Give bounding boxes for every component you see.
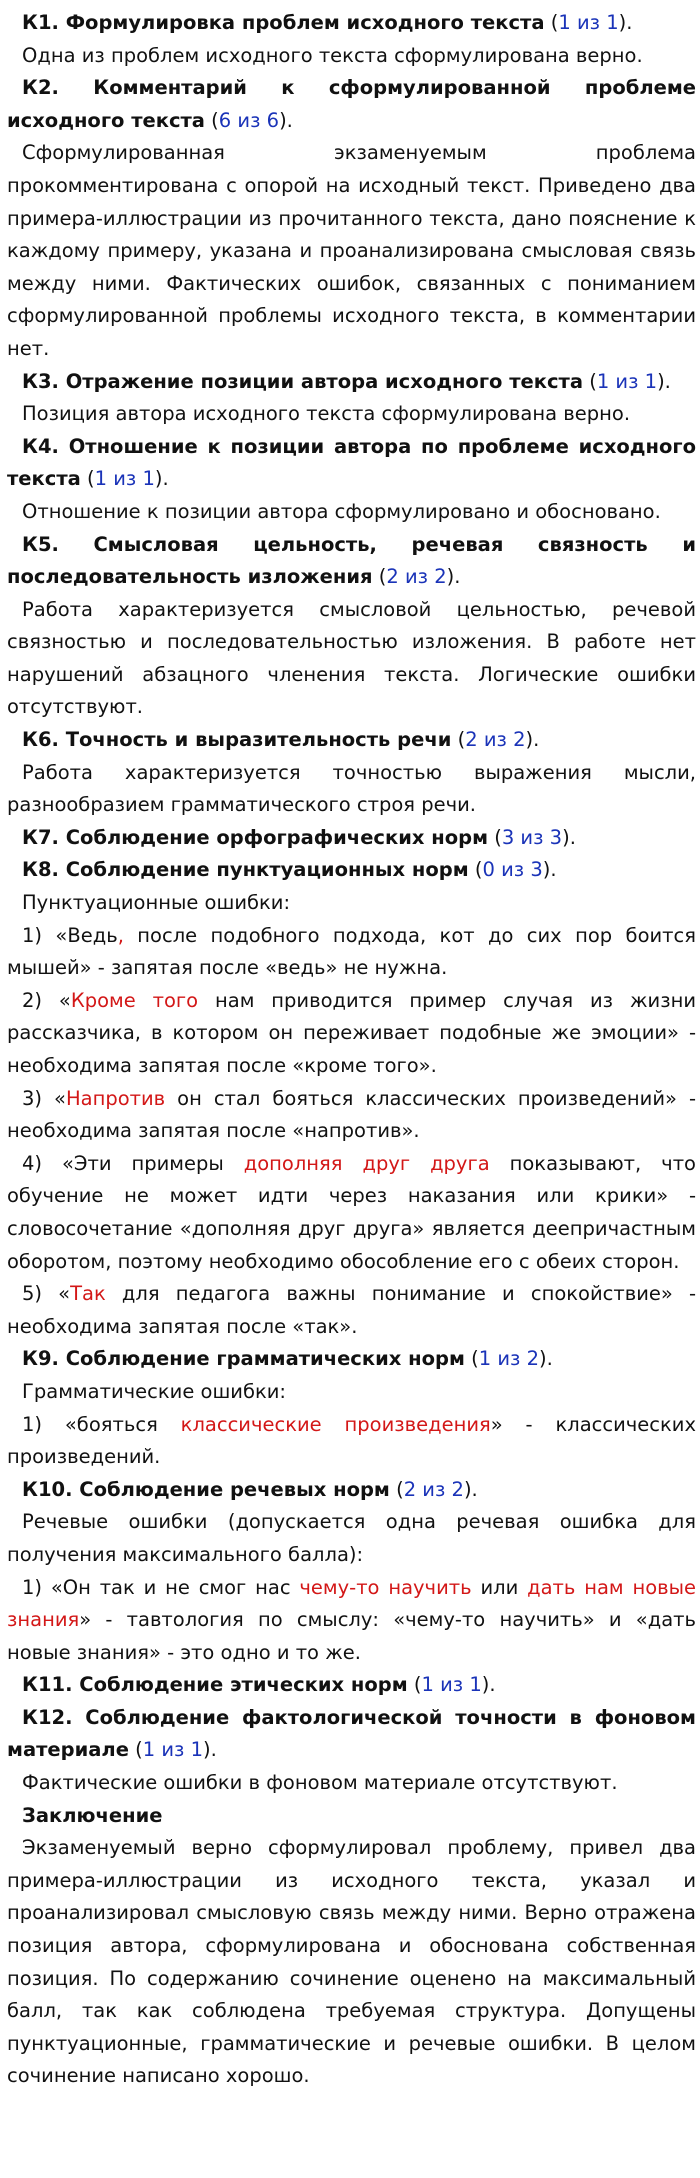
criterion-title: К3. Отражение позиции автора исходного текста (22, 369, 583, 393)
criterion-score: 0 из 3 (482, 858, 543, 882)
criterion-k2-heading: К2. Комментарий к сформулированной проблеме исходного текста (6 из 6). (7, 76, 696, 132)
punctuation-error-item: 3) «Напротив он стал бояться классических произведений» - необходима запятая после «напротив». (7, 1086, 696, 1143)
criterion-k3-heading: К3. Отражение позиции автора исходного текста (1 из 1). (22, 369, 671, 393)
criterion-title: К10. Соблюдение речевых норм (22, 1477, 390, 1501)
highlighted-error: дополняя друг друга (243, 1151, 490, 1175)
conclusion-text: Экзаменуемый верно сформулировал проблему, привел два примера-иллюстрации из исходного текста, указал и проанализировал смысловую связь между ними. Верно отражена позиция автора, сформулирована и обоснована собственная позиция. По содержанию сочинение оценено на максимальный балл, так как соблюдена требуемая структура. Допущены пунктуационные, грамматические и речевые ошибки. В целом сочинение написано хорошо. (7, 1836, 696, 2088)
criterion-k12-comment: Фактические ошибки в фоновом материале отсутствуют. (22, 1771, 618, 1795)
criterion-score: 2 из 2 (403, 1477, 464, 1501)
highlighted-error: чему-то научить (299, 1575, 472, 1599)
criterion-k4-heading: К4. Отношение к позиции автора по проблеме исходного текста (1 из 1). (7, 434, 696, 491)
criterion-k7-heading: К7. Соблюдение орфографических норм (3 из 3). (22, 825, 576, 849)
grammar-error-item: 1) «бояться классические произведения» - классических произведений. (7, 1412, 696, 1469)
highlighted-error: Так (70, 1282, 106, 1306)
criterion-score: 2 из 2 (386, 565, 447, 589)
criterion-k4-comment: Отношение к позиции автора сформулировано и обосновано. (22, 499, 661, 523)
criterion-score: 3 из 3 (501, 825, 563, 849)
criterion-title: К5. Смысловая цельность, речевая связность и последовательность изложения (7, 532, 696, 589)
criterion-k6-comment: Работа характеризуется точностью выражения мысли, разнообразием грамматического строя речи. (7, 760, 696, 817)
criterion-score: 6 из 6 (218, 108, 280, 132)
highlighted-error: Кроме того (70, 988, 199, 1012)
punctuation-error-item: 2) «Кроме того нам приводится пример случая из жизни рассказчика, в котором он переживает подобные же эмоции» - необходима запятая после «кроме того». (7, 988, 696, 1077)
criterion-score: 1 из 1 (142, 1738, 203, 1762)
criterion-k8-heading: К8. Соблюдение пунктуационных норм (0 из 3). (22, 858, 557, 882)
criterion-k8-intro: Пунктуационные ошибки: (22, 891, 291, 915)
highlighted-error: , (117, 923, 124, 947)
criterion-title: К12. Соблюдение фактологической точности в фоновом материале (7, 1705, 696, 1762)
criterion-title: К2. Комментарий к сформулированной проблеме исходного текста (7, 76, 696, 132)
speech-error-item: 1) «Он так и не смог нас чему-то научить или дать нам новые знания» - тавтология по смыслу: «чему-то научить» и «дать новые знания» - это одно и то же. (7, 1575, 697, 1664)
criterion-title: К6. Точность и выразительность речи (22, 728, 452, 752)
criterion-k6-heading: К6. Точность и выразительность речи (2 из 2). (22, 728, 540, 752)
punctuation-error-item: 1) «Ведь, после подобного подхода, кот до сих пор боится мышей» - запятая после «ведь» не нужна. (7, 923, 696, 980)
criterion-k9-intro: Грамматические ошибки: (22, 1379, 287, 1403)
criterion-title: К8. Соблюдение пунктуационных норм (22, 858, 469, 882)
highlighted-error: классические произведения (180, 1412, 491, 1436)
criterion-score: 1 из 2 (478, 1347, 539, 1371)
criterion-score: 2 из 2 (465, 728, 526, 752)
criterion-k5-comment: Работа характеризуется смысловой цельностью, речевой связностью и последовательностью изложения. В работе нет нарушений абзацного членения текста. Логические ошибки отсутствуют. (7, 597, 696, 719)
criterion-score: 1 из 1 (596, 369, 658, 393)
criterion-score: 1 из 1 (558, 11, 619, 34)
criterion-score: 1 из 1 (94, 467, 155, 491)
criterion-k1-comment: Одна из проблем исходного текста сформулирована верно. (22, 43, 643, 67)
criterion-k10-intro: Речевые ошибки (допускается одна речевая ошибка для получения максимального балла): (7, 1510, 696, 1566)
criterion-title: К1. Формулировка проблем исходного текста (22, 11, 545, 34)
criterion-title: К7. Соблюдение орфографических норм (22, 825, 489, 849)
criterion-k9-heading: К9. Соблюдение грамматических норм (1 из 2). (22, 1347, 553, 1371)
punctuation-error-item: 4) «Эти примеры дополняя друг друга показывают, что обучение не может идти через наказания или крики» - словосочетание «дополняя друг друга» является деепричастным оборотом, поэтому необходимо обособление его с обеих сторон. (7, 1151, 696, 1273)
criterion-title: К11. Соблюдение этических норм (22, 1673, 408, 1697)
criterion-k11-heading: К11. Соблюдение этических норм (1 из 1). (22, 1673, 496, 1697)
criterion-k1-heading: К1. Формулировка проблем исходного текста (1 из 1). (22, 11, 633, 34)
punctuation-error-item: 5) «Так для педагога важны понимание и спокойствие» - необходима запятая после «так». (7, 1282, 696, 1338)
conclusion-title: Заключение (22, 1803, 163, 1827)
criterion-score: 1 из 1 (421, 1673, 482, 1697)
highlighted-error: Напротив (65, 1086, 166, 1110)
highlighted-error: дать нам новые знания (7, 1575, 697, 1632)
criterion-k12-heading: К12. Соблюдение фактологической точности в фоновом материале (1 из 1). (7, 1705, 696, 1762)
criterion-k3-comment: Позиция автора исходного текста сформулирована верно. (22, 402, 631, 426)
criterion-title: К9. Соблюдение грамматических норм (22, 1347, 465, 1371)
criterion-k5-heading: К5. Смысловая цельность, речевая связность и последовательность изложения (2 из 2). (7, 532, 696, 589)
criterion-title: К4. Отношение к позиции автора по проблеме исходного текста (7, 434, 696, 491)
criterion-k10-heading: К10. Соблюдение речевых норм (2 из 2). (22, 1477, 478, 1501)
criterion-k2-comment: Сформулированная экзаменуемым проблема прокомментирована с опорой на исходный текст. Приведено два примера-иллюстрации из прочитанного текста, дано пояснение к каждому примеру, указана и проанализирована смысловая связь между ними. Фактических ошибок, связанных с пониманием сформулированной проблемы исходного текста, в комментарии нет. (7, 141, 696, 360)
